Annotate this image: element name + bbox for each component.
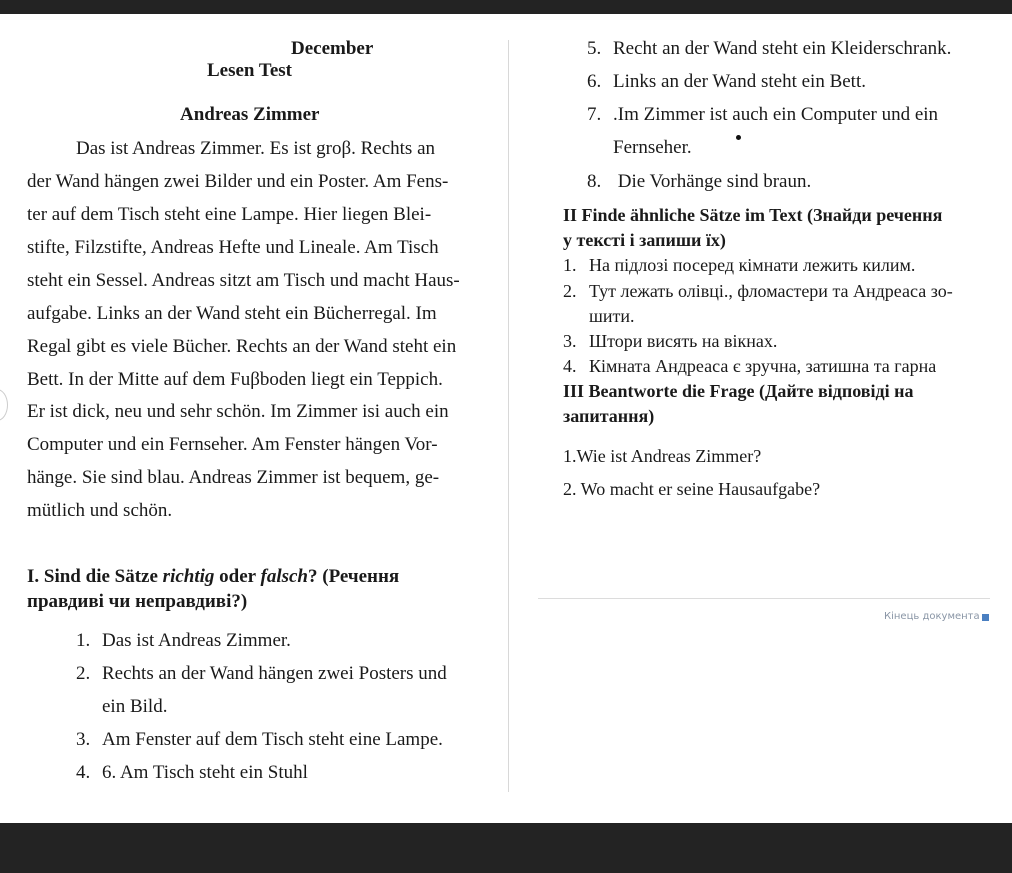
stray-dot xyxy=(736,135,741,140)
heading-text: I. Sind die Sätze xyxy=(27,566,163,587)
heading-text: oder xyxy=(214,566,261,587)
text-line: hänge. Sie sind blau. Andreas Zimmer ist bequem, ge- xyxy=(27,467,440,488)
section1-heading xyxy=(27,566,399,588)
list-item-continued: Fernseher. xyxy=(613,137,692,158)
item-number: 4. xyxy=(76,762,91,783)
heading-text: ? (Речення xyxy=(308,566,400,587)
text-line: Computer und ein Fernseher. Am Fenster hängen Vor- xyxy=(27,434,438,455)
bottom-bar xyxy=(0,823,1012,873)
list-item xyxy=(587,38,951,60)
item-number: 1. xyxy=(76,630,91,651)
item-number: 7. xyxy=(587,104,602,125)
item-text: Штори висять на вікнах. xyxy=(589,331,778,351)
item-text: Links an der Wand steht ein Bett. xyxy=(613,71,866,92)
end-separator xyxy=(538,598,990,599)
item-number: 6. xyxy=(587,71,602,92)
item-text: Die Vorhänge sind braun. xyxy=(613,171,812,192)
test-heading: Lesen Test xyxy=(207,60,292,81)
list-item xyxy=(76,762,308,784)
top-bar xyxy=(0,0,1012,14)
list-item xyxy=(587,171,811,193)
item-number: 5. xyxy=(587,38,602,59)
question: 2. Wo macht er seine Hausaufgabe? xyxy=(563,479,821,499)
list-item-continued: ein Bild. xyxy=(102,696,168,717)
section1-heading-line2: правдиві чи неправдиві?) xyxy=(27,591,248,612)
month-heading: December xyxy=(291,38,374,59)
item-text: Кімната Андреаса є зручна, затишна та гарна xyxy=(589,356,937,376)
list-item xyxy=(563,254,915,276)
text-line: steht ein Sessel. Andreas sitzt am Tisch und macht Haus- xyxy=(27,270,460,291)
section3-heading: III Beantworte die Frage (Дайте відповіді на xyxy=(563,381,914,401)
section2-heading-line2: у тексті і запиши їх) xyxy=(563,230,726,250)
item-number: 2. xyxy=(76,663,91,684)
item-number: 4. xyxy=(563,356,577,376)
text-line: mütlich und schön. xyxy=(27,500,173,521)
end-of-document-label: Кінець документа xyxy=(884,611,980,622)
text-line: der Wand hängen zwei Bilder und ein Poster. Am Fens- xyxy=(27,171,449,192)
text-line: stifte, Filzstifte, Andreas Hefte und Lineale. Am Tisch xyxy=(27,237,439,258)
item-number: 3. xyxy=(563,331,577,351)
text-line: aufgabe. Links an der Wand steht ein Bücherregal. Im xyxy=(27,303,437,324)
list-item xyxy=(587,104,938,126)
list-item xyxy=(563,280,953,302)
heading-richtig: richtig xyxy=(162,566,215,587)
list-item-continued: шити. xyxy=(589,306,635,326)
end-marker-icon xyxy=(982,614,989,621)
item-number: 8. xyxy=(587,171,602,192)
list-item xyxy=(563,355,936,377)
list-item xyxy=(76,630,291,652)
question: 1.Wie ist Andreas Zimmer? xyxy=(563,446,762,466)
text-title: Andreas Zimmer xyxy=(180,104,320,125)
item-text: Am Fenster auf dem Tisch steht eine Lampe. xyxy=(102,729,443,750)
item-text: Тут лежать олівці., фломастери та Андреаса зо- xyxy=(589,281,953,301)
text-line: Bett. In der Mitte auf dem Fuβboden liegt ein Teppich. xyxy=(27,369,443,390)
item-text: Das ist Andreas Zimmer. xyxy=(102,630,291,651)
item-text: На підлозі посеред кімнати лежить килим. xyxy=(589,255,916,275)
text-line: Er ist dick, neu und sehr schön. Im Zimmer isi auch ein xyxy=(27,401,449,422)
item-number: 1. xyxy=(563,255,577,275)
section2-heading: II Finde ähnliche Sätze im Text (Знайди речення xyxy=(563,205,943,225)
section3-heading-line2: запитання) xyxy=(563,406,655,426)
text-line: Das ist Andreas Zimmer. Es ist groβ. Rechts an xyxy=(76,138,436,159)
item-number: 3. xyxy=(76,729,91,750)
item-number: 2. xyxy=(563,281,577,301)
item-text: Rechts an der Wand hängen zwei Posters und xyxy=(102,663,447,684)
item-text: .Im Zimmer ist auch ein Computer und ein xyxy=(613,104,939,125)
page-edge-handle xyxy=(0,389,8,421)
list-item xyxy=(76,663,447,685)
item-text: Recht an der Wand steht ein Kleiderschrank. xyxy=(613,38,952,59)
heading-falsch: falsch xyxy=(260,566,308,587)
list-item xyxy=(587,71,866,93)
item-text: 6. Am Tisch steht ein Stuhl xyxy=(102,762,308,783)
text-line: Regal gibt es viele Bücher. Rechts an der Wand steht ein xyxy=(27,336,457,357)
list-item xyxy=(76,729,443,751)
column-divider xyxy=(508,40,509,792)
text-line: ter auf dem Tisch steht eine Lampe. Hier liegen Blei- xyxy=(27,204,432,225)
list-item xyxy=(563,330,777,352)
